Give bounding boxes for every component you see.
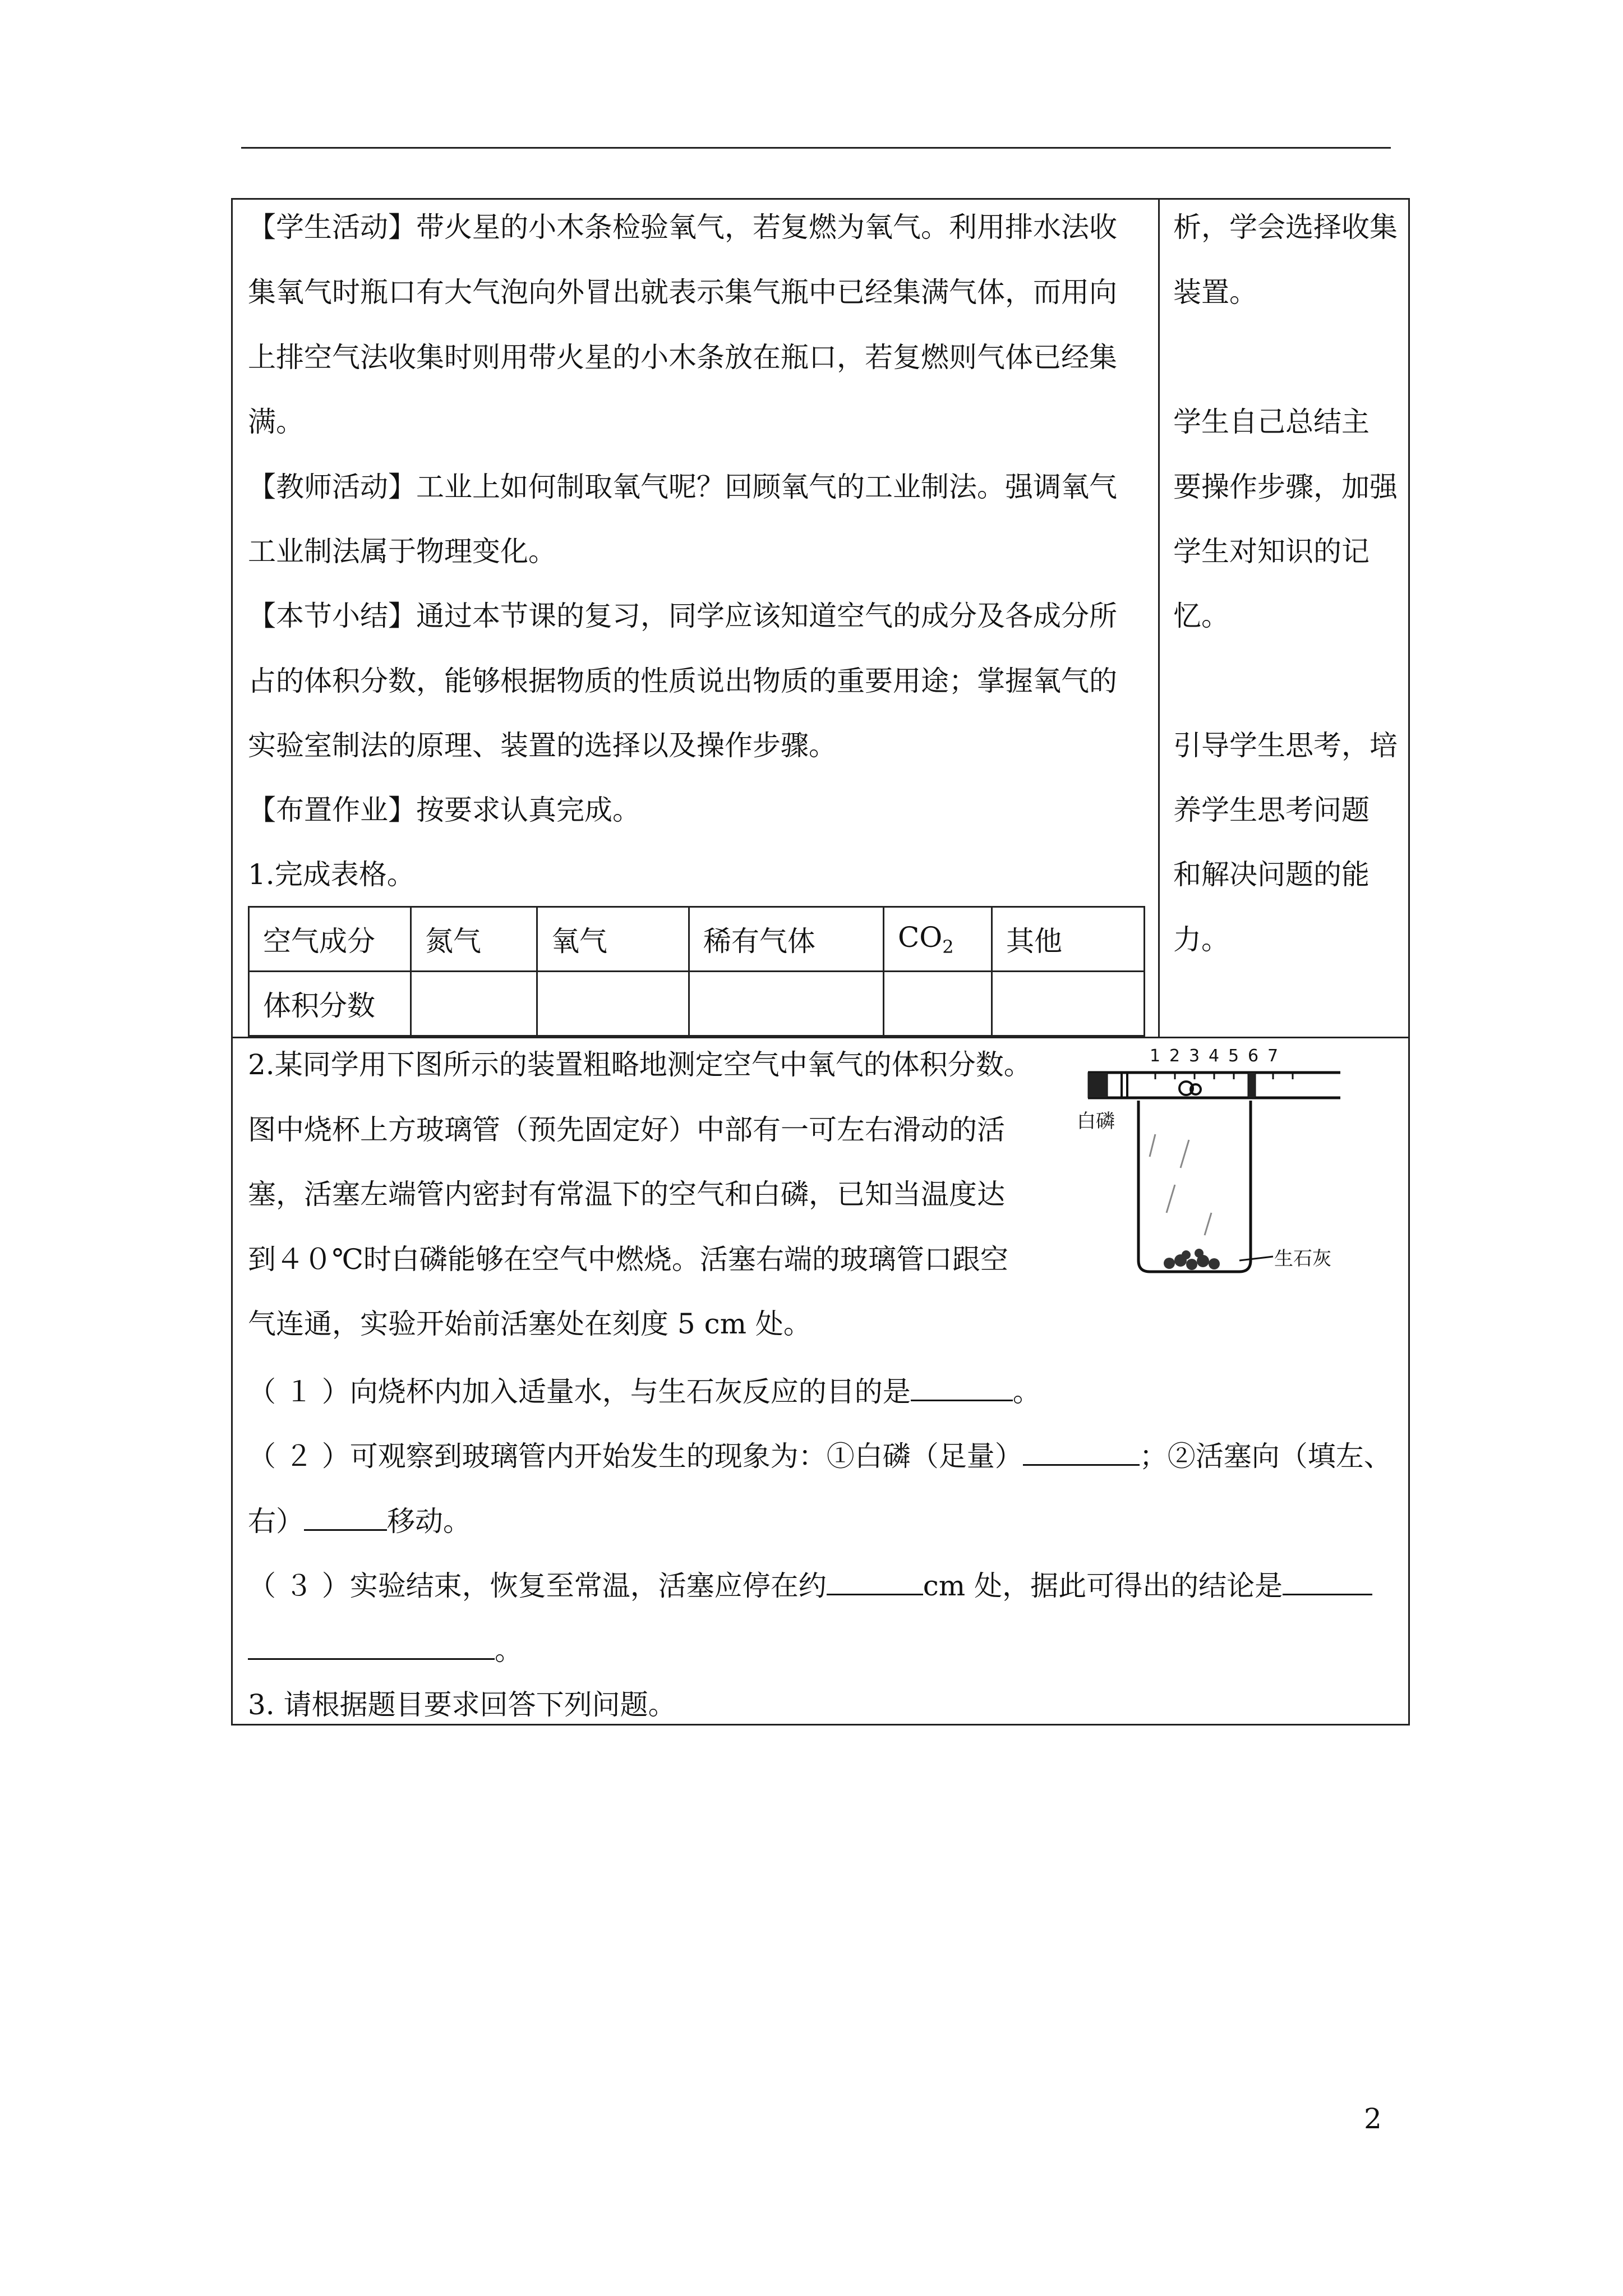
paragraph-line: 上排空气法收集时则用带火星的小木条放在瓶口，若复燃则气体已经集	[248, 341, 1117, 374]
paragraph-line: 集氧气时瓶口有大气泡向外冒出就表示集气瓶中已经集满气体，而用向	[248, 276, 1117, 309]
label-quicklime: 生石灰	[1274, 1248, 1331, 1270]
tube-stopper	[1088, 1073, 1108, 1098]
scale-digit: 7	[1267, 1046, 1279, 1066]
table-cell	[884, 972, 992, 1036]
scale-digit: 5	[1228, 1046, 1239, 1066]
air-composition-table	[248, 906, 1145, 1037]
sub-question-2: （ ２ ）可观察到玻璃管内开始发生的现象为：①白磷（足量） ；②活塞向（填左、	[248, 1437, 1392, 1473]
note-line: 要操作步骤，加强	[1173, 471, 1398, 503]
table-header-cell: 空气成分	[249, 907, 411, 972]
section-label: 【布置作业】	[248, 794, 416, 826]
answer-blank	[248, 1631, 495, 1660]
note-line: 力。	[1173, 923, 1229, 956]
paragraph-line: 工业上如何制取氧气呢？回顾氧气的工业制法。强调氧气	[416, 471, 1117, 503]
answer-blank	[304, 1502, 387, 1531]
paragraph-line: 带火星的小木条检验氧气，若复燃为氧气。利用排水法收	[416, 211, 1117, 243]
note-line: 养学生思考问题	[1173, 794, 1370, 826]
section-label: 【本节小结】	[248, 600, 416, 632]
note-line: 忆。	[1173, 600, 1229, 632]
co2-label: CO	[898, 921, 943, 954]
table-header-cell: 其他	[992, 907, 1145, 972]
sub-question-3: （ ３ ）实验结束，恢复至常温，活塞应停在约 cm 处，据此可得出的结论是	[248, 1567, 1372, 1602]
table-header-cell	[884, 907, 992, 972]
co2-subscript: 2	[942, 936, 954, 958]
answer-blank	[827, 1567, 923, 1595]
table-header-cell: 氮气	[411, 907, 537, 972]
scale-digit: 6	[1248, 1046, 1259, 1066]
note-line: 引导学生思考，培	[1173, 729, 1398, 762]
scale-digit: 3	[1189, 1046, 1200, 1066]
table-cell	[537, 972, 689, 1036]
table-cell	[411, 972, 537, 1036]
paragraph-line: 图中烧杯上方玻璃管（预先固定好）中部有一可左右滑动的活	[248, 1114, 1005, 1146]
quicklime-pointer	[1239, 1257, 1273, 1260]
sub-question-1: （ １ ）向烧杯内加入适量水，与生石灰反应的目的是 。	[248, 1373, 1041, 1408]
note-line: 学生对知识的记	[1173, 535, 1370, 568]
glass-tube	[1088, 1073, 1340, 1098]
table-row	[249, 972, 1145, 1036]
beaker	[1138, 1101, 1251, 1272]
sub-question-3-cont: 。	[248, 1631, 523, 1667]
label-white-phosphorus: 白磷	[1077, 1110, 1115, 1133]
section-label: 【教师活动】	[248, 471, 416, 503]
column-divider	[1158, 198, 1160, 1037]
paragraph-line: 气连通，实验开始前活塞处在刻度 5 cm 处。	[248, 1308, 811, 1340]
paragraph-line: 按要求认真完成。	[416, 794, 640, 826]
paragraph-line: 满。	[248, 406, 304, 438]
table-header-cell: 稀有气体	[689, 907, 884, 972]
apparatus-figure	[1071, 1045, 1374, 1286]
paragraph-line: 工业制法属于物理变化。	[248, 535, 556, 568]
table-cell	[992, 972, 1145, 1036]
paragraph-line: 通过本节课的复习，同学应该知道空气的成分及各成分所	[416, 600, 1117, 632]
note-line: 学生自己总结主	[1173, 406, 1370, 438]
scale-digit: 4	[1209, 1046, 1220, 1066]
scale-digits	[1150, 1046, 1278, 1066]
paragraph-line: 到４０℃时白磷能够在空气中燃烧。活塞右端的玻璃管口跟空	[248, 1243, 1008, 1276]
paragraph-line: 实验室制法的原理、装置的选择以及操作步骤。	[248, 729, 837, 762]
scale-digit: 2	[1169, 1046, 1181, 1066]
note-line: 和解决问题的能	[1173, 858, 1370, 891]
sub-question-2-cont: 右） 移动。	[248, 1502, 471, 1538]
paragraph-line: 塞，活塞左端管内密封有常温下的空气和白磷，已知当温度达	[248, 1178, 1005, 1211]
table-row	[249, 907, 1145, 972]
paragraph-line: 占的体积分数，能够根据物质的性质说出物质的重要用途；掌握氧气的	[248, 665, 1117, 697]
answer-blank	[1023, 1437, 1140, 1466]
table-header-cell: 氧气	[537, 907, 689, 972]
answer-blank	[911, 1373, 1013, 1401]
section-label: 【学生活动】	[248, 211, 416, 243]
page-number: 2	[1364, 2102, 1382, 2135]
note-line: 析，学会选择收集	[1173, 211, 1398, 243]
paragraph-line: 2.某同学用下图所示的装置粗略地测定空气中氧气的体积分数。	[248, 1048, 1032, 1081]
question-3: 3. 请根据题目要求回答下列问题。	[248, 1688, 676, 1721]
table-cell	[689, 972, 884, 1036]
row-divider	[231, 1037, 1410, 1038]
table-row-label: 体积分数	[249, 972, 411, 1036]
piston	[1248, 1073, 1256, 1098]
note-line: 装置。	[1173, 276, 1257, 309]
quicklime-lumps	[1164, 1249, 1220, 1270]
answer-blank	[1283, 1567, 1372, 1595]
header-rule	[241, 147, 1391, 149]
question-1: 1.完成表格。	[248, 858, 415, 891]
scale-digit: 1	[1150, 1046, 1161, 1066]
